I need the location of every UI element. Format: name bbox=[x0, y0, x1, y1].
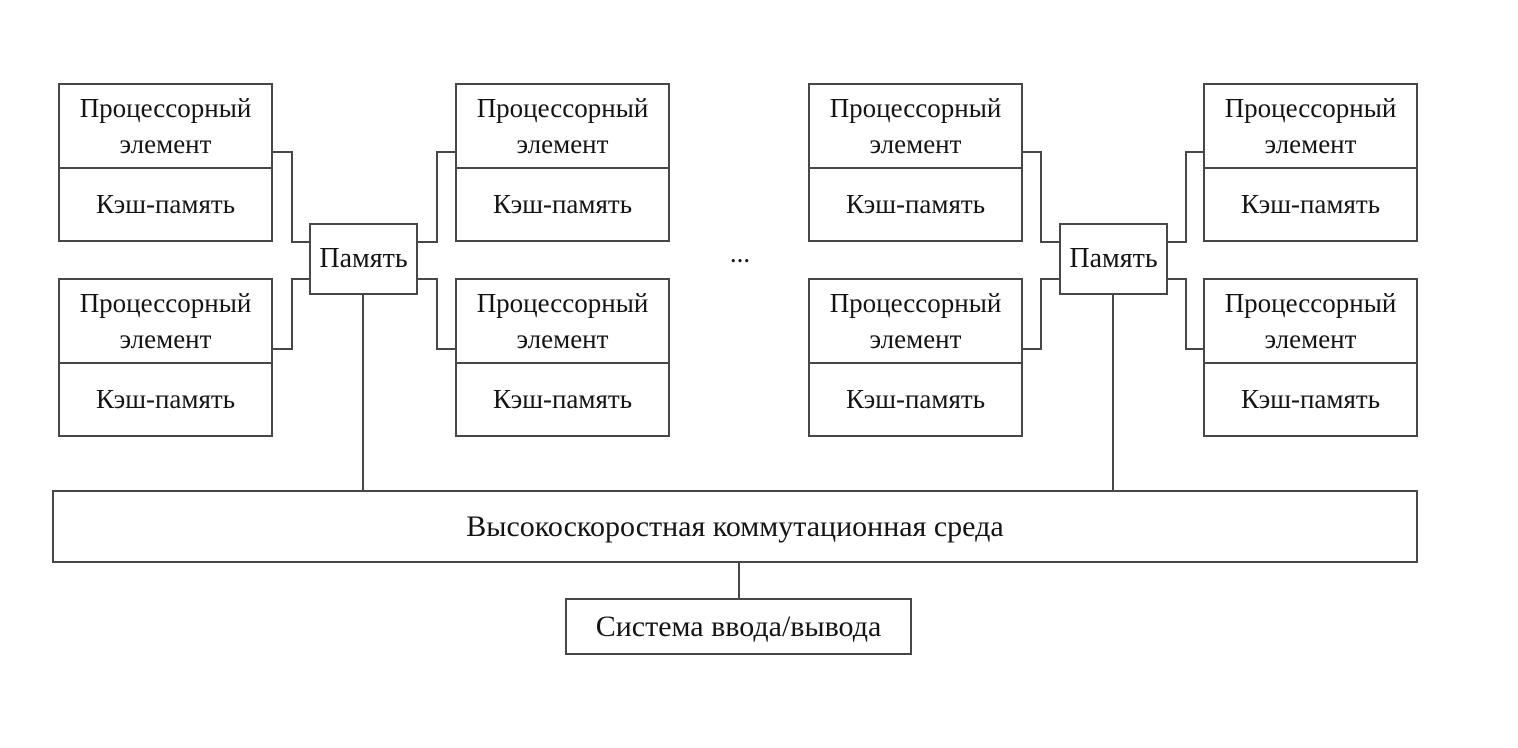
processor-unit bbox=[808, 83, 1023, 242]
cache-memory-label: Кэш-память bbox=[95, 384, 236, 414]
processor-unit bbox=[808, 278, 1023, 437]
processor-element-label: Процессорный элемент bbox=[829, 288, 1002, 354]
processor-element-box bbox=[455, 83, 670, 169]
cache-memory-box bbox=[455, 364, 670, 437]
cache-memory-label: Кэш-память bbox=[492, 384, 633, 414]
cache-memory-label: Кэш-память bbox=[492, 189, 633, 219]
memory-box bbox=[1059, 223, 1168, 295]
memory-label: Память bbox=[319, 243, 408, 274]
processor-unit bbox=[455, 278, 670, 437]
cache-memory-box bbox=[455, 169, 670, 242]
cache-memory-label: Кэш-память bbox=[95, 189, 236, 219]
cache-memory-box bbox=[58, 169, 273, 242]
processor-element-label: Процессорный элемент bbox=[1224, 93, 1397, 159]
io-system-label: Система ввода/вывода bbox=[595, 609, 882, 643]
cache-memory-box bbox=[808, 169, 1023, 242]
clusters-ellipsis: ... bbox=[729, 238, 751, 268]
cache-memory-box bbox=[58, 364, 273, 437]
cache-memory-label: Кэш-память bbox=[1240, 189, 1381, 219]
interconnect-bus-label: Высокоскоростная коммутационная среда bbox=[466, 509, 1004, 543]
cache-memory-label: Кэш-память bbox=[1240, 384, 1381, 414]
processor-element-box bbox=[58, 83, 273, 169]
processor-element-label: Процессорный элемент bbox=[1224, 288, 1397, 354]
interconnect-bus-box bbox=[52, 490, 1418, 563]
processor-element-box bbox=[58, 278, 273, 364]
cache-memory-box bbox=[808, 364, 1023, 437]
cache-memory-box bbox=[1203, 364, 1418, 437]
processor-element-box bbox=[1203, 83, 1418, 169]
processor-element-box bbox=[455, 278, 670, 364]
memory-box bbox=[309, 223, 418, 295]
cache-memory-label: Кэш-память bbox=[845, 384, 986, 414]
processor-unit bbox=[1203, 83, 1418, 242]
cache-memory-label: Кэш-память bbox=[845, 189, 986, 219]
processor-element-label: Процессорный элемент bbox=[79, 93, 252, 159]
processor-unit bbox=[455, 83, 670, 242]
processor-element-label: Процессорный элемент bbox=[829, 93, 1002, 159]
processor-unit bbox=[1203, 278, 1418, 437]
cache-memory-box bbox=[1203, 169, 1418, 242]
processor-unit bbox=[58, 278, 273, 437]
processor-element-box bbox=[808, 83, 1023, 169]
processor-element-box bbox=[808, 278, 1023, 364]
processor-element-label: Процессорный элемент bbox=[79, 288, 252, 354]
processor-element-label: Процессорный элемент bbox=[476, 93, 649, 159]
memory-label: Память bbox=[1069, 243, 1158, 274]
io-system-box bbox=[565, 598, 912, 655]
processor-element-box bbox=[1203, 278, 1418, 364]
processor-unit bbox=[58, 83, 273, 242]
processor-element-label: Процессорный элемент bbox=[476, 288, 649, 354]
